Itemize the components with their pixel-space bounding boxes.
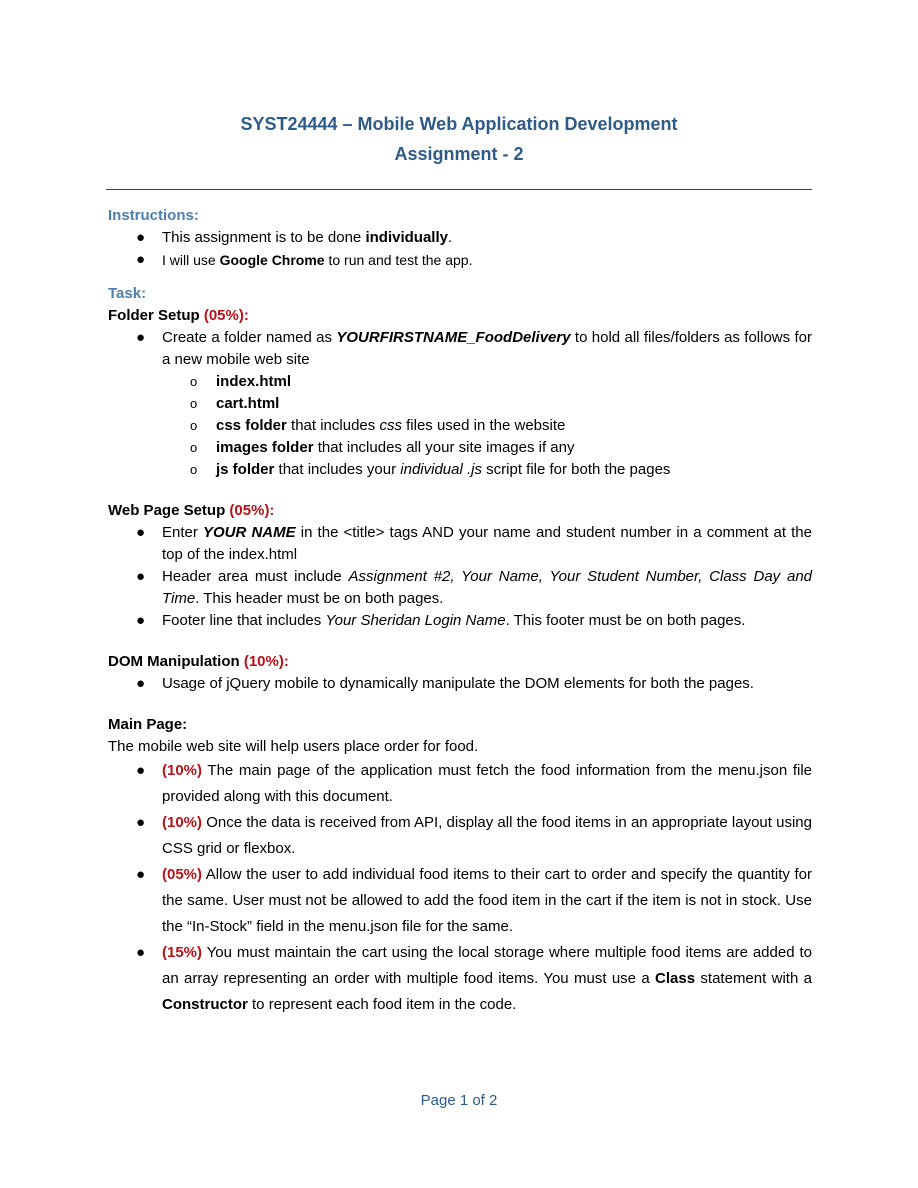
folder-setup-heading: Folder Setup (05%): [108,307,249,324]
list-item: ● (15%) You must maintain the cart using the local storage where multiple food items are added to an array representing an order with multiple food items. You must use a Class statement with a Constructor to represent each food item in the code. [108,940,812,1018]
dom-manipulation-heading: DOM Manipulation (10%): [108,653,289,670]
bullet-icon: ● [136,866,146,883]
circle-bullet-icon: o [190,374,198,389]
list-item: o images folder that includes all your site images if any [108,437,812,459]
circle-bullet-icon: o [190,462,198,477]
dom-manipulation-list [108,673,812,695]
list-item: ● Footer line that includes Your Sheridan Login Name. This footer must be on both pages. [108,610,812,632]
list-item: o index.html [108,371,812,393]
list-item: o js folder that includes your individual .js script file for both the pages [108,459,812,481]
list-item: ● (10%) The main page of the application must fetch the food information from the menu.json file provided along with this document. [108,758,812,810]
bullet-icon: ● [136,814,146,831]
bullet-icon: ● [136,612,146,629]
folder-setup-list [108,327,812,481]
list-item: ● I will use Google Chrome to run and test the app. [108,249,812,271]
bullet-icon: ● [136,944,146,961]
bullet-icon: ● [136,229,146,246]
list-item: ● Enter YOUR NAME in the <title> tags AND your name and student number in a comment at the top of the index.html [136,524,812,563]
page-number: Page 1 of 2 [420,1092,498,1109]
web-page-setup-heading: Web Page Setup (05%): [108,502,275,519]
circle-bullet-icon: o [190,440,198,455]
main-page-heading: Main Page: [108,716,188,733]
circle-bullet-icon: o [190,418,198,433]
list-item: ● (05%) Allow the user to add individual food items to their cart to order and specify the quantity for the same. User must not be allowed to add the food item in the cart if the item is not in stock. Use the “In-Stock” field in the menu.json file for the same. [108,862,812,940]
task-heading: Task: [108,285,147,302]
main-page-list [108,758,812,1018]
document-title-block [0,109,918,169]
list-item: ● Create a folder named as YOURFIRSTNAME_FoodDelivery to hold all files/folders as follows for a new mobile web site o index.html o cart.html o css folder that includes css files used in the website o images folder that includes all your site images if any o js folder that includes your individual .js script file for both the pages [108,327,812,481]
list-item: ● This assignment is to be done individually. [108,227,812,249]
bullet-icon: ● [136,762,146,779]
main-page-intro: The mobile web site will help users place order for food. [108,738,479,755]
bullet-icon: ● [136,675,146,692]
bullet-icon: ● [136,329,146,346]
bullet-icon: ● [136,568,146,585]
instructions-list [108,227,812,271]
list-item: o css folder that includes css files used in the website [108,415,812,437]
web-page-setup-list [108,522,812,632]
circle-bullet-icon: o [190,396,198,411]
title-divider [106,189,812,190]
list-item: o cart.html [108,393,812,415]
bullet-icon: ● [136,524,146,541]
instructions-heading: Instructions: [108,207,199,224]
list-item: ● Header area must include Assignment #2, Your Name, Your Student Number, Class Day and Time. This header must be on both pages. [136,568,813,607]
document-body [108,205,812,1018]
assignment-title: Assignment - 2 [394,144,524,164]
bullet-icon: ● [136,251,146,268]
folder-structure-list [162,371,812,481]
list-item: ● (10%) Once the data is received from API, display all the food items in an appropriate layout using CSS grid or flexbox. [108,810,812,862]
course-title: SYST24444 – Mobile Web Application Development [240,114,678,134]
list-item: ● Usage of jQuery mobile to dynamically manipulate the DOM elements for both the pages. [108,673,812,695]
